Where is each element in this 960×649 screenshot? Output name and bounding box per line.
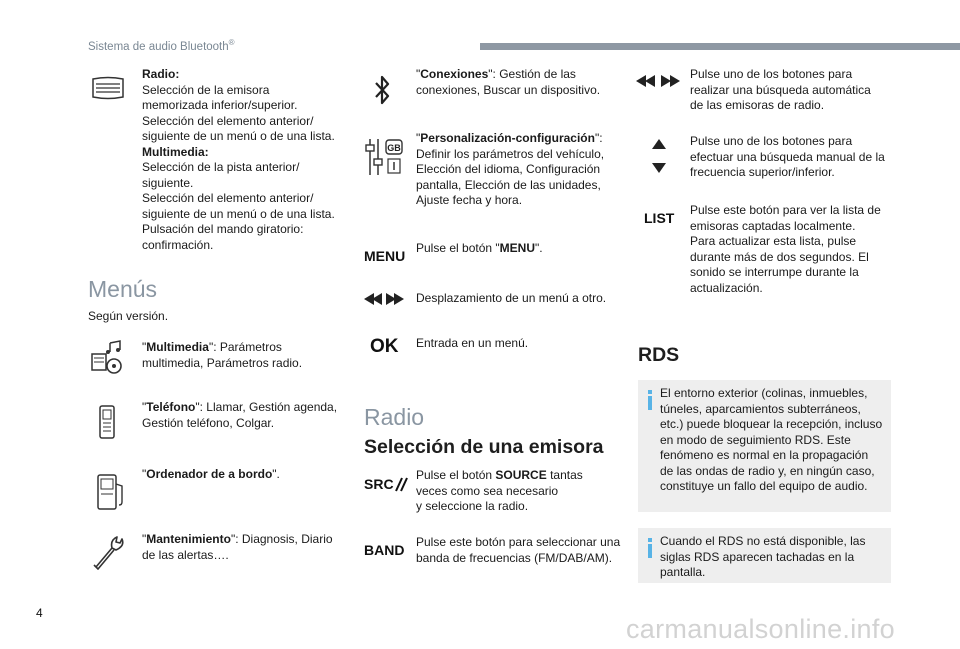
multimedia-icon (90, 340, 126, 374)
menu-button-text: Pulse el botón "MENU". (416, 241, 543, 255)
arrows-text: Desplazamiento de un menú a otro. (416, 291, 607, 305)
auto-search-text: Pulse uno de los botones para realizar una búsqueda automática de las emisoras de radio. (690, 67, 871, 112)
wrench-icon (92, 534, 124, 570)
radio-list-icon (91, 76, 125, 100)
bluetooth-icon (374, 74, 390, 106)
menus-heading: Menús (88, 276, 158, 302)
phone-icon (98, 405, 116, 439)
left-right-arrows-icon (364, 292, 404, 306)
ok-text: Entrada en un menú. (416, 336, 529, 350)
svg-text:GB: GB (387, 143, 401, 153)
running-header: Sistema de audio Bluetooth® (88, 38, 235, 53)
ok-button-label: OK (370, 336, 399, 357)
info-icon (648, 390, 653, 410)
list-button-label: LIST (644, 210, 675, 226)
segun-version: Según versión. (88, 309, 169, 323)
telefono-menu-text: "Teléfono": Llamar, Gestión agenda, Gestión teléfono, Colgar. (142, 400, 338, 430)
radio-heading: Radio (364, 404, 425, 430)
menu-button-label: MENU (364, 248, 406, 264)
mantenimiento-menu-text: "Mantenimiento": Diagnosis, Diario de las alertas…. (142, 532, 333, 562)
watermark: carmanualsonline.info (626, 614, 895, 644)
ordenador-menu-text: "Ordenador de a bordo". (142, 467, 280, 481)
list-button-text: Pulse este botón para ver la lista de emisoras captadas localmente. Para actualizar esta lista, pulse durante más de dos segundos. El sonido se interrumpe durante la actualización. (690, 203, 881, 295)
page-number: 4 (36, 606, 43, 620)
conexiones-menu-text: "Conexiones": Gestión de las conexiones, Buscar un dispositivo. (416, 67, 601, 97)
up-down-arrows-icon (652, 139, 666, 173)
manual-search-text: Pulse uno de los botones para efectuar una búsqueda manual de la frecuencia superior/inferior. (690, 134, 885, 179)
info-icon (648, 538, 653, 558)
trip-computer-icon (96, 474, 126, 510)
radio-multimedia-description: Radio: Selección de la emisora memorizada inferior/superior. Selección del elemento anterior/ siguiente de un menú o de una lista. Multimedia: Selección de la pista anterior/ siguiente. Selección del elemento anterior/ siguiente de un menú o de una lista. Pulsación del mando giratorio: confirmación. (142, 67, 335, 252)
rds-heading: RDS (638, 344, 680, 366)
svg-text:SRC: SRC (364, 476, 394, 492)
rds-unavailable-note: Cuando el RDS no está disponible, las siglas RDS aparecen tachadas en la pantalla. (638, 528, 891, 583)
settings-sliders-icon (364, 137, 404, 177)
band-button-text: Pulse este botón para seleccionar una banda de frecuencias (FM/DAB/AM). (416, 535, 621, 565)
band-button-label: BAND (364, 542, 405, 558)
src-button-icon (364, 475, 408, 493)
seleccion-emisora-heading: Selección de una emisora (364, 436, 604, 458)
rds-info-note: El entorno exterior (colinas, inmuebles, túneles, aparcamientos subterráneos, etc.) puede bloquear la recepción, incluso en modo de seguimiento RDS. Este fenómeno es normal en la propagación de las ondas de radio y, en ningún caso, constituye un fallo del equipo de audio. (638, 380, 891, 512)
header-rule (480, 43, 960, 50)
multimedia-menu-text: "Multimedia": Parámetros multimedia, Parámetros radio. (142, 340, 303, 370)
personalizacion-menu-text: "Personalización-configuración": Definir los parámetros del vehículo, Elección del idioma, Configuración pantalla, Elección de las unidades, Ajuste fecha y hora. (416, 131, 605, 207)
source-button-text: Pulse el botón SOURCE tantas veces como sea necesario y seleccione la radio. (416, 468, 583, 513)
seek-arrows-icon (636, 74, 680, 88)
